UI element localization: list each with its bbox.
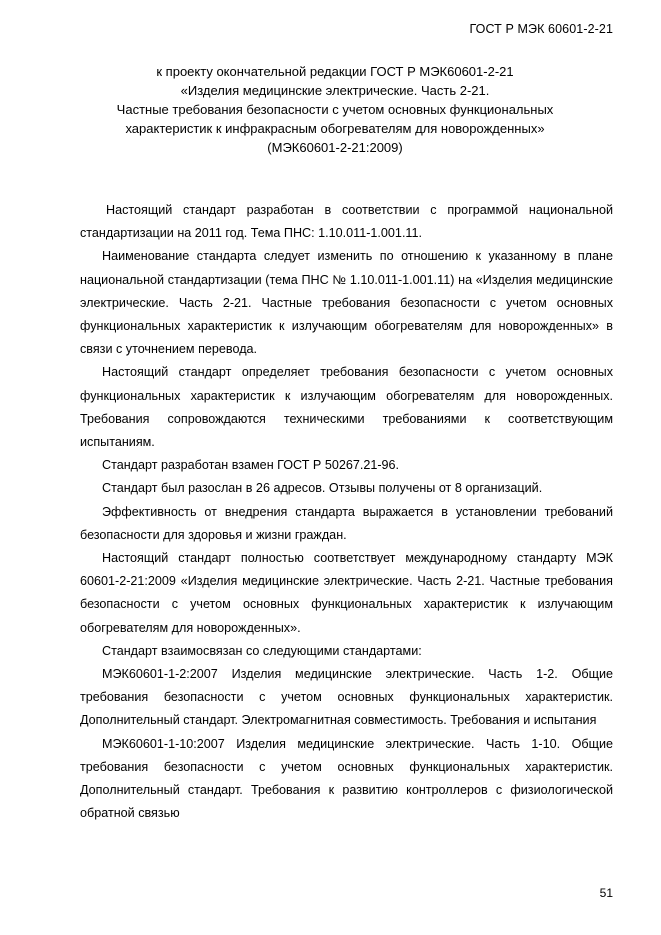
paragraph: Стандарт взаимосвязан со следующими стандартами: xyxy=(102,643,422,658)
paragraph: Эффективность от внедрения стандарта выражается в установлении требований безопасности для здоровья и жизни граждан. xyxy=(80,504,613,542)
paragraph: Настоящий стандарт определяет требования безопасности с учетом основных функциональных характеристик к излучающим обогревателям для новорожденных. Требования сопровождаются техническими требованиями к соответствующим испытаниям. xyxy=(80,365,613,450)
paragraph: Стандарт разработан взамен ГОСТ Р 50267.21-96. xyxy=(102,458,400,473)
title-line: характеристик к инфракрасным обогревателям для новорожденных» xyxy=(125,121,545,136)
paragraph: Наименование стандарта следует изменить по отношению к указанному в плане национальной стандартизации (тема ПНС № 1.10.011-1.001.11) на «Изделия медицинские электрические. Часть 2-21. Частные требования безопасности с учетом основных функциональных характеристик к излучающим обогревателям для новорожденных» в связи с уточнением перевода. xyxy=(80,249,613,357)
document-body xyxy=(80,199,613,825)
title-line: Частные требования безопасности с учетом основных функциональных xyxy=(116,102,554,117)
paragraph: Настоящий стандарт полностью соответствует международному стандарту МЭК 60601-2-21:2009 «Изделия медицинские электрические. Часть 2-21. Частные требования безопасности с учетом основных функциональных характеристик к излучающим обогревателям для новорожденных». xyxy=(80,551,613,635)
running-header-doc-code: ГОСТ Р МЭК 60601-2-21 xyxy=(469,22,613,36)
paragraph: МЭК60601-1-10:2007 Изделия медицинские электрические. Часть 1-10. Общие требования безопасности с учетом основных функциональных характеристик. Дополнительный стандарт. Требования к развитию контроллеров с физиологической обратной связью xyxy=(80,736,613,821)
page-number: 51 xyxy=(599,886,613,900)
title-block xyxy=(80,62,590,157)
paragraph: Стандарт был разослан в 26 адресов. Отзывы получены от 8 организаций. xyxy=(102,481,543,496)
paragraph: МЭК60601-1-2:2007 Изделия медицинские электрические. Часть 1-2. Общие требования безопасности с учетом основных функциональных характеристик. Дополнительный стандарт. Электромагнитная совместимость. Требования и испытания xyxy=(80,667,613,728)
title-line: к проекту окончательной редакции ГОСТ Р МЭК60601-2-21 xyxy=(156,64,514,79)
paragraph: Настоящий стандарт разработан в соответствии с программой национальной стандартизации на 2011 год. Тема ПНС: 1.10.011-1.001.11. xyxy=(80,203,613,241)
title-line: «Изделия медицинские электрические. Часть 2-21. xyxy=(180,83,490,98)
title-line: (МЭК60601-2-21:2009) xyxy=(267,140,403,155)
